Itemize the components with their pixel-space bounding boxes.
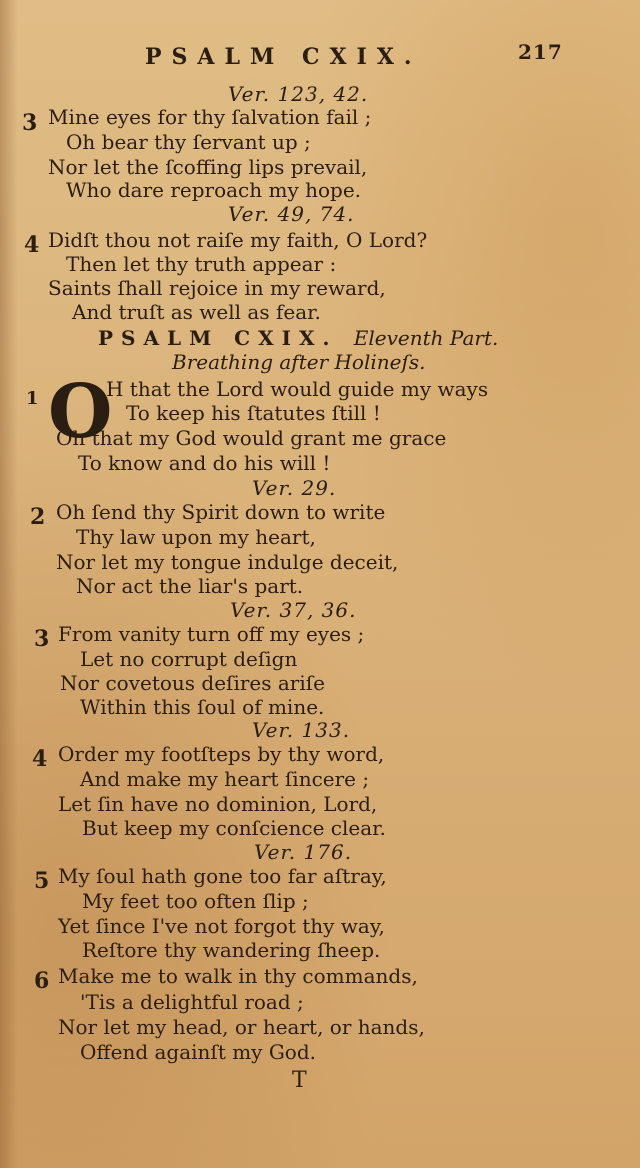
verse-line: Reſtore thy wandering ſheep.: [82, 938, 381, 962]
verse-reference: Ver. 123, 42.: [228, 82, 369, 106]
verse-line: My feet too often ſlip ;: [82, 889, 309, 913]
verse-line: Thy law upon my heart,: [76, 525, 316, 549]
catchword: T: [292, 1068, 307, 1093]
verse-line: Who dare reproach my hope.: [66, 178, 362, 202]
verse-line: To know and do his will !: [78, 451, 331, 475]
verse-line: And truſt as well as fear.: [72, 300, 321, 324]
part-label: Eleventh Part.: [353, 326, 499, 350]
verse-line: Saints ſhall rejoice in my reward,: [48, 276, 386, 300]
verse-line: Let no corrupt deſign: [80, 647, 298, 671]
stanza-number: 2: [30, 504, 46, 530]
part-psalm-title: PSALM CXIX.: [98, 326, 338, 350]
stanza-number: 4: [32, 746, 48, 772]
verse-line: Oh that my God would grant me grace: [56, 426, 447, 450]
verse-line: Oh bear thy ſervant up ;: [66, 130, 311, 154]
verse-reference: Ver. 176.: [254, 840, 353, 864]
verse-line: From vanity turn off my eyes ;: [58, 622, 365, 646]
verse-line: Nor act the liar's part.: [76, 574, 304, 598]
verse-line: Nor covetous deſires ariſe: [60, 671, 325, 695]
page-gutter-shadow: [0, 0, 18, 1168]
verse-line: Let ſin have no dominion, Lord,: [58, 792, 378, 816]
verse-line: Nor let my head, or heart, or hands,: [58, 1015, 425, 1039]
verse-line: 'Tis a delightful road ;: [80, 990, 304, 1014]
verse-line: Make me to walk in thy commands,: [58, 964, 418, 988]
stanza-number: 3: [34, 626, 50, 652]
stanza-number: 3: [22, 110, 38, 136]
verse-line: To keep his ſtatutes ſtill !: [126, 401, 381, 425]
verse-reference: Ver. 133.: [252, 718, 351, 742]
stanza-number: 1: [26, 388, 39, 409]
verse-line: But keep my conſcience clear.: [82, 816, 386, 840]
drop-cap: O: [48, 369, 113, 455]
stanza-number: 6: [34, 968, 50, 994]
verse-line: Offend againſt my God.: [80, 1040, 317, 1064]
verse-line: And make my heart ſincere ;: [80, 767, 370, 791]
verse-line: Nor let my tongue indulge deceit,: [56, 550, 399, 574]
page-number: 217: [518, 40, 563, 64]
verse-reference: Ver. 49, 74.: [228, 202, 355, 226]
verse-line: Order my footſteps by thy word,: [58, 742, 385, 766]
verse-line: Nor let the ſcoffing lips prevail,: [48, 155, 368, 179]
stanza-number: 5: [34, 868, 50, 894]
verse-reference: Ver. 37, 36.: [230, 598, 357, 622]
verse-line: Then let thy truth appear :: [66, 252, 337, 276]
verse-line: Mine eyes for thy ſalvation fail ;: [48, 105, 372, 129]
verse-line: H that the Lord would guide my ways: [106, 377, 489, 401]
verse-line: My ſoul hath gone too far aſtray,: [58, 864, 387, 888]
verse-line: Yet ſince I've not forgot thy way,: [58, 914, 385, 938]
part-subtitle: Breathing after Holineſs.: [172, 350, 426, 374]
stanza-number: 4: [24, 232, 40, 258]
verse-reference: Ver. 29.: [252, 476, 337, 500]
part-heading: [98, 326, 498, 350]
running-title: PSALM CXIX.: [145, 44, 422, 70]
verse-line: Within this ſoul of mine.: [80, 695, 325, 719]
verse-line: Oh ſend thy Spirit down to write: [56, 500, 386, 524]
verse-line: Didſt thou not raiſe my faith, O Lord?: [48, 228, 428, 252]
